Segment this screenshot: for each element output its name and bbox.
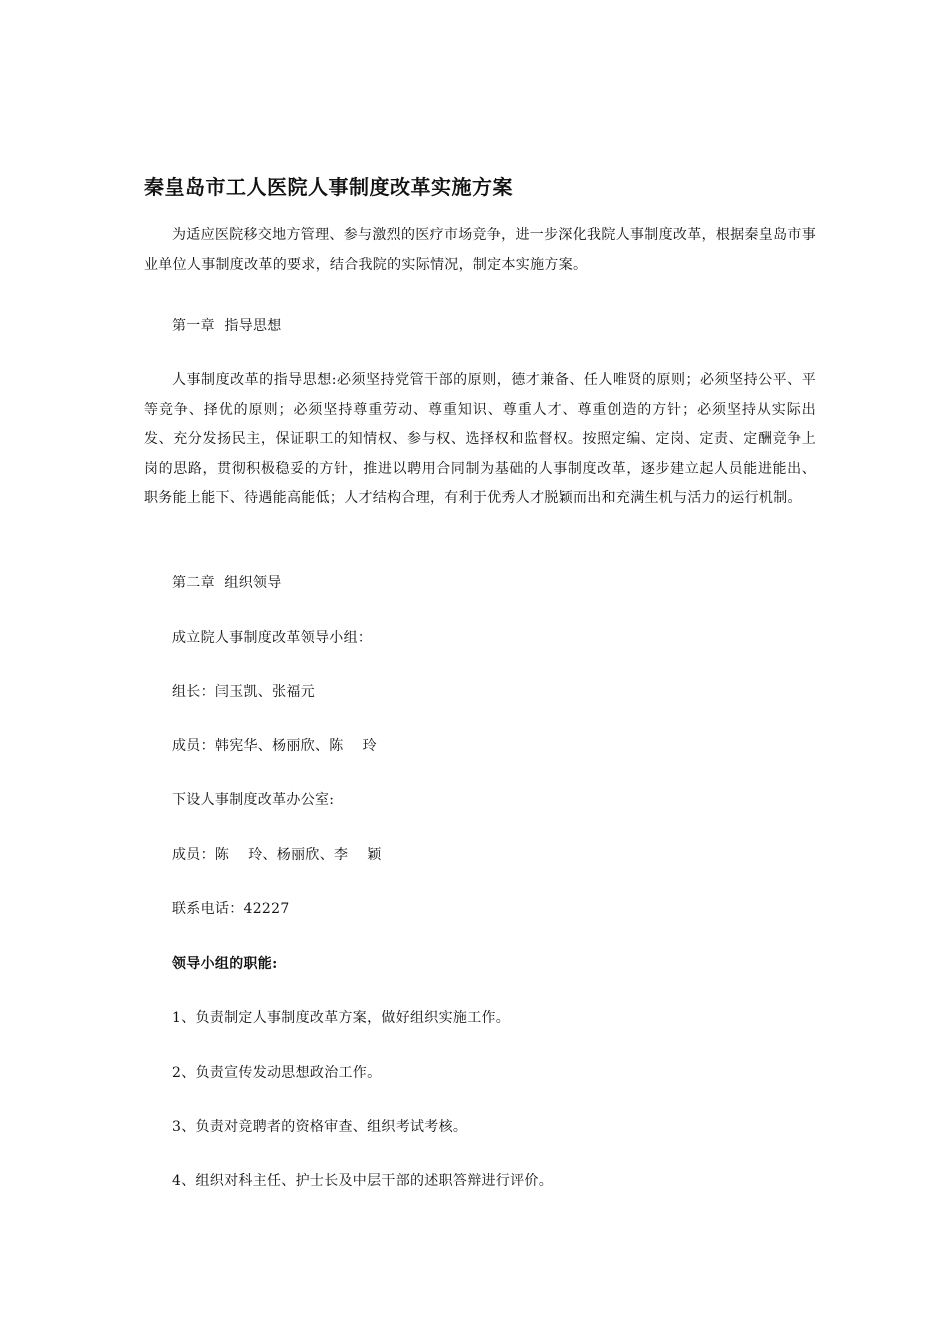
chapter-1-heading: 第一章 指导思想 — [172, 318, 282, 334]
duties-heading: 领导小组的职能: — [172, 956, 278, 972]
duty-item: 3、负责对竞聘者的资格审查、组织考试考核。 — [172, 1119, 468, 1135]
contact-phone: 联系电话：42227 — [172, 901, 290, 917]
chapter-2-heading: 第二章 组织领导 — [172, 575, 282, 591]
intro-paragraph: 为适应医院移交地方管理、参与激烈的医疗市场竞争，进一步深化我院人事制度改革，根据秦皇岛市事业单位人事制度改革的要求，结合我院的实际情况，制定本实施方案。 — [144, 227, 816, 273]
duty-item: 4、组织对科主任、护士长及中层干部的述职答辩进行评价。 — [172, 1173, 554, 1189]
chapter-1-body: 人事制度改革的指导思想:必须坚持党管干部的原则，德才兼备、任人唯贤的原则；必须坚持公平、平等竞争、择优的原则；必须坚持尊重劳动、尊重知识、尊重人才、尊重创造的方针；必须坚持从实际出发、充分发扬民主，保证职工的知情权、参与权、选择权和监督权。按照定编、定岗、定责、定酬竞争上岗的思路，贯彻积极稳妥的方针，推进以聘用合同制为基础的人事制度改革，逐步建立起人员能进能出、职务能上能下、待遇能高能低；人才结构合理，有利于优秀人才脱颖而出和充满生机与活力的运行机制。 — [144, 372, 816, 506]
group-leader: 组长：闫玉凯、张福元 — [172, 684, 315, 700]
office-members: 成员：陈 玲、杨丽欣、李 颖 — [172, 847, 382, 863]
document-title: 秦皇岛市工人医院人事制度改革实施方案 — [144, 175, 513, 199]
office-intro: 下设人事制度改革办公室: — [172, 792, 335, 808]
group-members: 成员：韩宪华、杨丽欣、陈 玲 — [172, 738, 377, 754]
group-intro: 成立院人事制度改革领导小组： — [172, 630, 373, 646]
duty-item: 2、负责宣传发动思想政治工作。 — [172, 1065, 382, 1081]
duty-item: 1、负责制定人事制度改革方案，做好组织实施工作。 — [172, 1010, 511, 1026]
